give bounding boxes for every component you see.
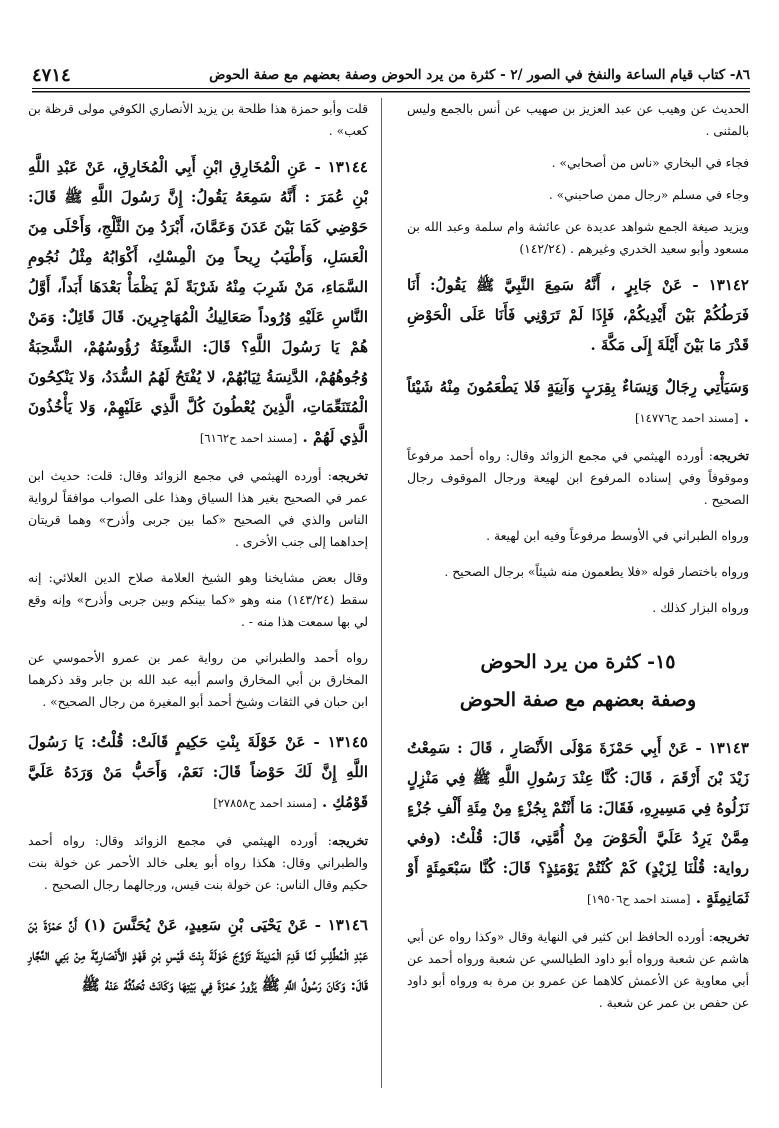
chapter-title-line: وصفة بعضهم مع صفة الحوض	[459, 689, 697, 711]
hadith-text: ١٣١٤٤ - عَنِ الْمُخَارِقِ ابْنِ أَبِي الْمُخَارِقِ، عَنْ عَبْدِ اللَّهِ بْنِ عُمَرَ : أَنَّهُ سَمِعَهُ يَقُولُ: إِنَّ رَسُولَ اللَّهِ ﷺ قَالَ: حَوْضِي كَمَا بَيْنَ عَدَنَ وَعَمَّانَ، أَبْرَدُ مِنَ الثَّلْجِ، وَأَحْلَى مِنَ الْعَسَلِ، وَأَطْيَبُ رِيحاً مِنَ الْمِسْكِ، أَكْوَابُهُ مِثْلُ نُجُومِ السَّمَاءِ، مَنْ شَرِبَ مِنْهُ شَرْبَةً لَمْ يَظْمَأْ بَعْدَهَا أَبَداً، أَوَّلُ النَّاسِ عَلَيْهِ وُرُوداً صَعَالِيكُ الْمُهَاجِرِينَ. قَالَ قَائِلٌ: وَمَنْ هُمْ يَا رَسُولَ اللَّهِ؟ قَالَ: الشَّعِثَةُ رُؤُوسُهُمْ، الشَّحِبَةُ وُجُوهُهُمْ، الدَّنِسَةُ ثِيَابُهُمْ، لا يُفْتَحُ لَهُمُ السُّدَدُ، وَلا يَنْكِحُونَ الْمُتَنَعِّمَاتِ، الَّذِينَ يُعْطُونَ كُلَّ الَّذِي عَلَيْهِمْ، وَلا يَأْخُذُونَ الَّذِي لَهُمْ .	[28, 158, 368, 446]
paragraph: رواه أحمد والطبراني من رواية عمر بن عمرو الأحموسي عن المخارق بن أبي المخارق واسم أبيه عبد الله بن جابر وقد ذكرهما ابن حبان في الثقات وشيخ أحمد أبو المغيرة من رجال الصحيح» .	[28, 651, 368, 709]
hadith-text: ١٣١٤٣ - عَنْ أَبِي حَمْزَةَ مَوْلَى الأَنْصَارِ ، قَالَ : سَمِعْتُ زَيْدَ بْنَ أَرْقَمَ ، قَالَ: كُنَّا عِنْدَ رَسُولِ اللَّهِ ﷺ فِي مَنْزِلٍ نَزَلُوهُ فِي مَسِيرِهِ، فَقَالَ: مَا أَنْتُمْ بِجُزْءٍ مِنْ مِئَةِ أَلْفِ جُزْءٍ مِمَّنْ يَرِدُ عَلَيَّ الْحَوْضَ مِنْ أُمَّتِي، قَالَ: قُلْتُ: (وفي رواية: قُلْنَا لِزَيْدٍ) كَمْ كُنْتُمْ يَوْمَئِذٍ؟ قَالَ: كُنَّا سَبْعَمِئَةٍ أَوْ ثَمَانِمِئَةٍ .	[407, 739, 749, 907]
takhrij-note	[407, 445, 749, 511]
hadith-13142-continued	[407, 372, 749, 433]
hadith-text: ١٣١٤٢ - عَنْ جَابِرٍ ، أَنَّهُ سَمِعَ النَّبِيَّ ﷺ يَقُولُ: أَنَا فَرَطُكُمْ بَيْنَ أَيْدِيكُمْ، فَإِذَا لَمْ تَرَوْنِي فَأَنَا عَلَى الْحَوْضِ قَدْرَ مَا بَيْنَ أَيْلَةَ إِلَى مَكَّةَ .	[407, 276, 749, 354]
hadith-source: [مسند احمد ح٢٧٨٥٨]	[213, 796, 317, 810]
hadith-source: [مسند احمد ح٦١٦٢]	[199, 431, 298, 445]
takhrij-text: : أورده الحافظ ابن كثير في النهاية وقال «وكذا رواه عن أبي هاشم عن شعبة ورواه أبو داود الطيالسي عن شعبة ورواه أحمد عن أبي معاوية عن الأعمش كلاهما عن عمرو بن مرة به ورواه أبو داود عن حفص بن عمر عن شعبة .	[407, 930, 749, 1010]
hadith-13145	[28, 727, 368, 818]
takhrij-label: تخريجه	[331, 833, 368, 848]
hadith-13143	[407, 733, 749, 914]
takhrij-label: تخريجه	[331, 468, 368, 483]
paragraph: قلت وأبو حمزة هذا طلحة بن يزيد الأنصاري الكوفي مولى قرظة بن كعب» .	[28, 102, 368, 138]
takhrij-text: : أورده الهيثمي في مجمع الزوائد وقال: رواه أحمد والطبراني وقال: هكذا رواه أبو يعلى خالد الأحمر عن خولة بنت حكيم وقال الناس: عن خولة بنت قيس، ورجالهما رجال الصحيح .	[28, 834, 368, 892]
paragraph: الحديث عن وهيب عن عبد العزيز بن صهيب عن أنس بالجمع وليس بالمثنى .	[407, 102, 749, 138]
hadith-13146	[28, 910, 368, 1000]
paragraph: وجاء في مسلم «رجال ممن صاحبني» .	[548, 188, 749, 202]
hadith-13142	[407, 270, 749, 360]
takhrij-note	[407, 926, 749, 1014]
paragraph: ورواه الطبراني في الأوسط مرفوعاً وفيه ابن لهيعة .	[486, 529, 749, 543]
running-title: ٨٦- كتاب قيام الساعة والنفخ في الصور /٢ - كثرة من يرد الحوض وصفة بعضهم مع صفة الحوض	[209, 67, 750, 83]
chapter-title-line: ١٥- كثرة من يرد الحوض	[480, 651, 676, 673]
hadith-text: ١٣١٤٦ - عَنْ يَحْيَى بْنِ سَعِيدٍ، عَنْ يُحَنَّسَ (١) أَنَّ حَمْزَةَ بْنَ عَبْدِ الْمُطَّلِبِ لَمَّا قَدِمَ الْمَدِينَةَ تَزَوَّجَ خَوْلَةَ بِنْتَ قَيْسِ بْنِ قَهْدٍ الأَنْصَارِيَّةَ مِنْ بَنِي النَّجَّارِ قَالَ: وَكَانَ رَسُولُ اللَّهِ ﷺ يَزُورُ حَمْزَةَ فِي بَيْتِهَا وَكَانَتْ تُحَدِّثُهُ عَنْهُ ﷺ	[28, 916, 368, 994]
chapter-heading	[407, 643, 749, 719]
paragraph: ورواه البزار كذلك .	[652, 601, 749, 615]
paragraph: فجاء في البخاري «ناس من أصحابي» .	[551, 156, 749, 170]
paragraph: ويزيد صيغة الجمع شواهد عديدة عن عائشة وام سلمة وعبد الله بن مسعود وأبو سعيد الخدري وغيرهم . (١٤٢/٢٤)	[407, 220, 749, 256]
hadith-source: [مسند احمد ح١٤٧٧٦]	[635, 411, 739, 425]
takhrij-note	[28, 465, 368, 553]
paragraph: وقال بعض مشايخنا وهو الشيخ العلامة صلاح الدين العلائي: إنه سقط (١٤٣/٢٤) منه وهو «كما بينكم وبين جربى وأذرح» وإنه وقع لي بها سمعت هذا منه - .	[28, 571, 368, 629]
paragraph: ورواه باختصار قوله «فلا يطعمون منه شيئاً» برجال الصحيح .	[444, 565, 749, 579]
hadith-source: [مسند احمد ح١٩٥٠٦]	[586, 892, 691, 906]
takhrij-label: تخريجه	[712, 929, 749, 944]
takhrij-text: : أورده الهيثمي في مجمع الزوائد وقال: رواه أحمد مرفوعاً وموقوفاً وفي إسناده المرفوع ابن لهيعة ورجال الموقوف رجال الصحيح .	[407, 449, 749, 507]
left-column	[28, 98, 368, 1012]
hadith-text: ١٣١٤٥ - عَنْ خَوْلَةَ بِنْتِ حَكِيمٍ قَالَتْ: قُلْتُ: يَا رَسُولَ اللَّهِ إِنَّ لَكَ حَوْضاً قَالَ: نَعَمْ، وَأَحَبُّ مَنْ وَرَدَهُ عَلَيَّ قَوْمُكِ .	[28, 733, 368, 811]
column-divider	[381, 98, 382, 1088]
hadith-13144	[28, 152, 368, 453]
hadith-text: وَسَيَأْتِي رِجَالٌ وَنِسَاءٌ بِقِرَبٍ وَآنِيَةٍ فَلا يَطْعَمُونَ مِنْهُ شَيْئاً .	[407, 378, 749, 426]
page-number: ٤٧١٤	[32, 64, 71, 86]
takhrij-text: : أورده الهيثمي في مجمع الزوائد وقال: قلت: حديث ابن عمر في الصحيح بغير هذا السياق وهذا على الصواب موافقاً لرواية الناس والذي في الصحيح «كما بين جربى وأذرح» وهما قريتان إحداهما إلى جنب الأخرى .	[28, 469, 368, 549]
takhrij-label: تخريجه	[712, 448, 749, 463]
page-header	[32, 62, 750, 89]
takhrij-note	[28, 830, 368, 896]
right-column	[407, 98, 749, 1028]
